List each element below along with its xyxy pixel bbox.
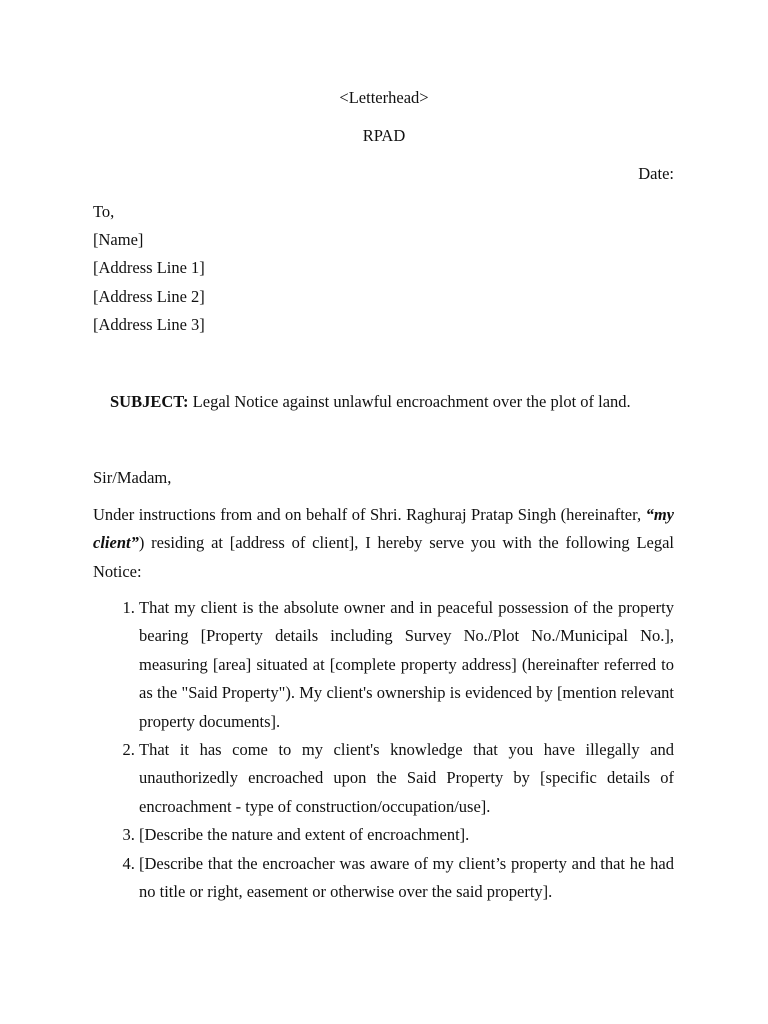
recipient-name: [Name] xyxy=(93,230,144,249)
address-line-1: [Address Line 1] xyxy=(93,258,205,277)
notice-point-4: 4. [Describe that the encroacher was aware of my client’s property and that he had no title or right, easement or otherwise over the said property]. xyxy=(139,850,674,907)
client-emphasis: “my client” xyxy=(93,505,674,553)
notice-point-3: 3. [Describe the nature and extent of encroachment]. xyxy=(139,821,674,849)
address-line-2: [Address Line 2] xyxy=(93,287,205,306)
subject-text: Legal Notice against unlawful encroachment over the plot of land. xyxy=(192,392,631,411)
date-label: Date: xyxy=(638,164,674,183)
notice-points-list xyxy=(93,594,674,906)
notice-point-2: 2. That it has come to my client's knowledge that you have illegally and unauthorizedly encroached upon the Said Property by [specific details of encroachment - type of construction/occupation/use]. xyxy=(139,736,674,821)
intro-paragraph xyxy=(93,501,674,586)
salutation: Sir/Madam, xyxy=(93,468,172,487)
recipient-to: To, xyxy=(93,202,115,221)
intro-part-2: ) residing at [address of client], I hereby serve you with the following Legal Notice: xyxy=(93,533,674,581)
delivery-mode: RPAD xyxy=(362,126,406,145)
subject-line xyxy=(110,392,631,412)
subject-label: SUBJECT: xyxy=(110,392,189,411)
address-line-3: [Address Line 3] xyxy=(93,315,205,334)
intro-part-1: Under instructions from and on behalf of Shri. Raghuraj Pratap Singh (hereinafter, xyxy=(93,505,646,524)
letterhead-placeholder: <Letterhead> xyxy=(339,88,429,107)
notice-point-1: 1. That my client is the absolute owner and in peaceful possession of the property bearing [Property details including Survey No./Plot No./Municipal No.], measuring [area] situated at [complete property address] (hereinafter referred to as the "Said Property"). My client's ownership is evidenced by [mention relevant property documents]. xyxy=(139,594,674,736)
